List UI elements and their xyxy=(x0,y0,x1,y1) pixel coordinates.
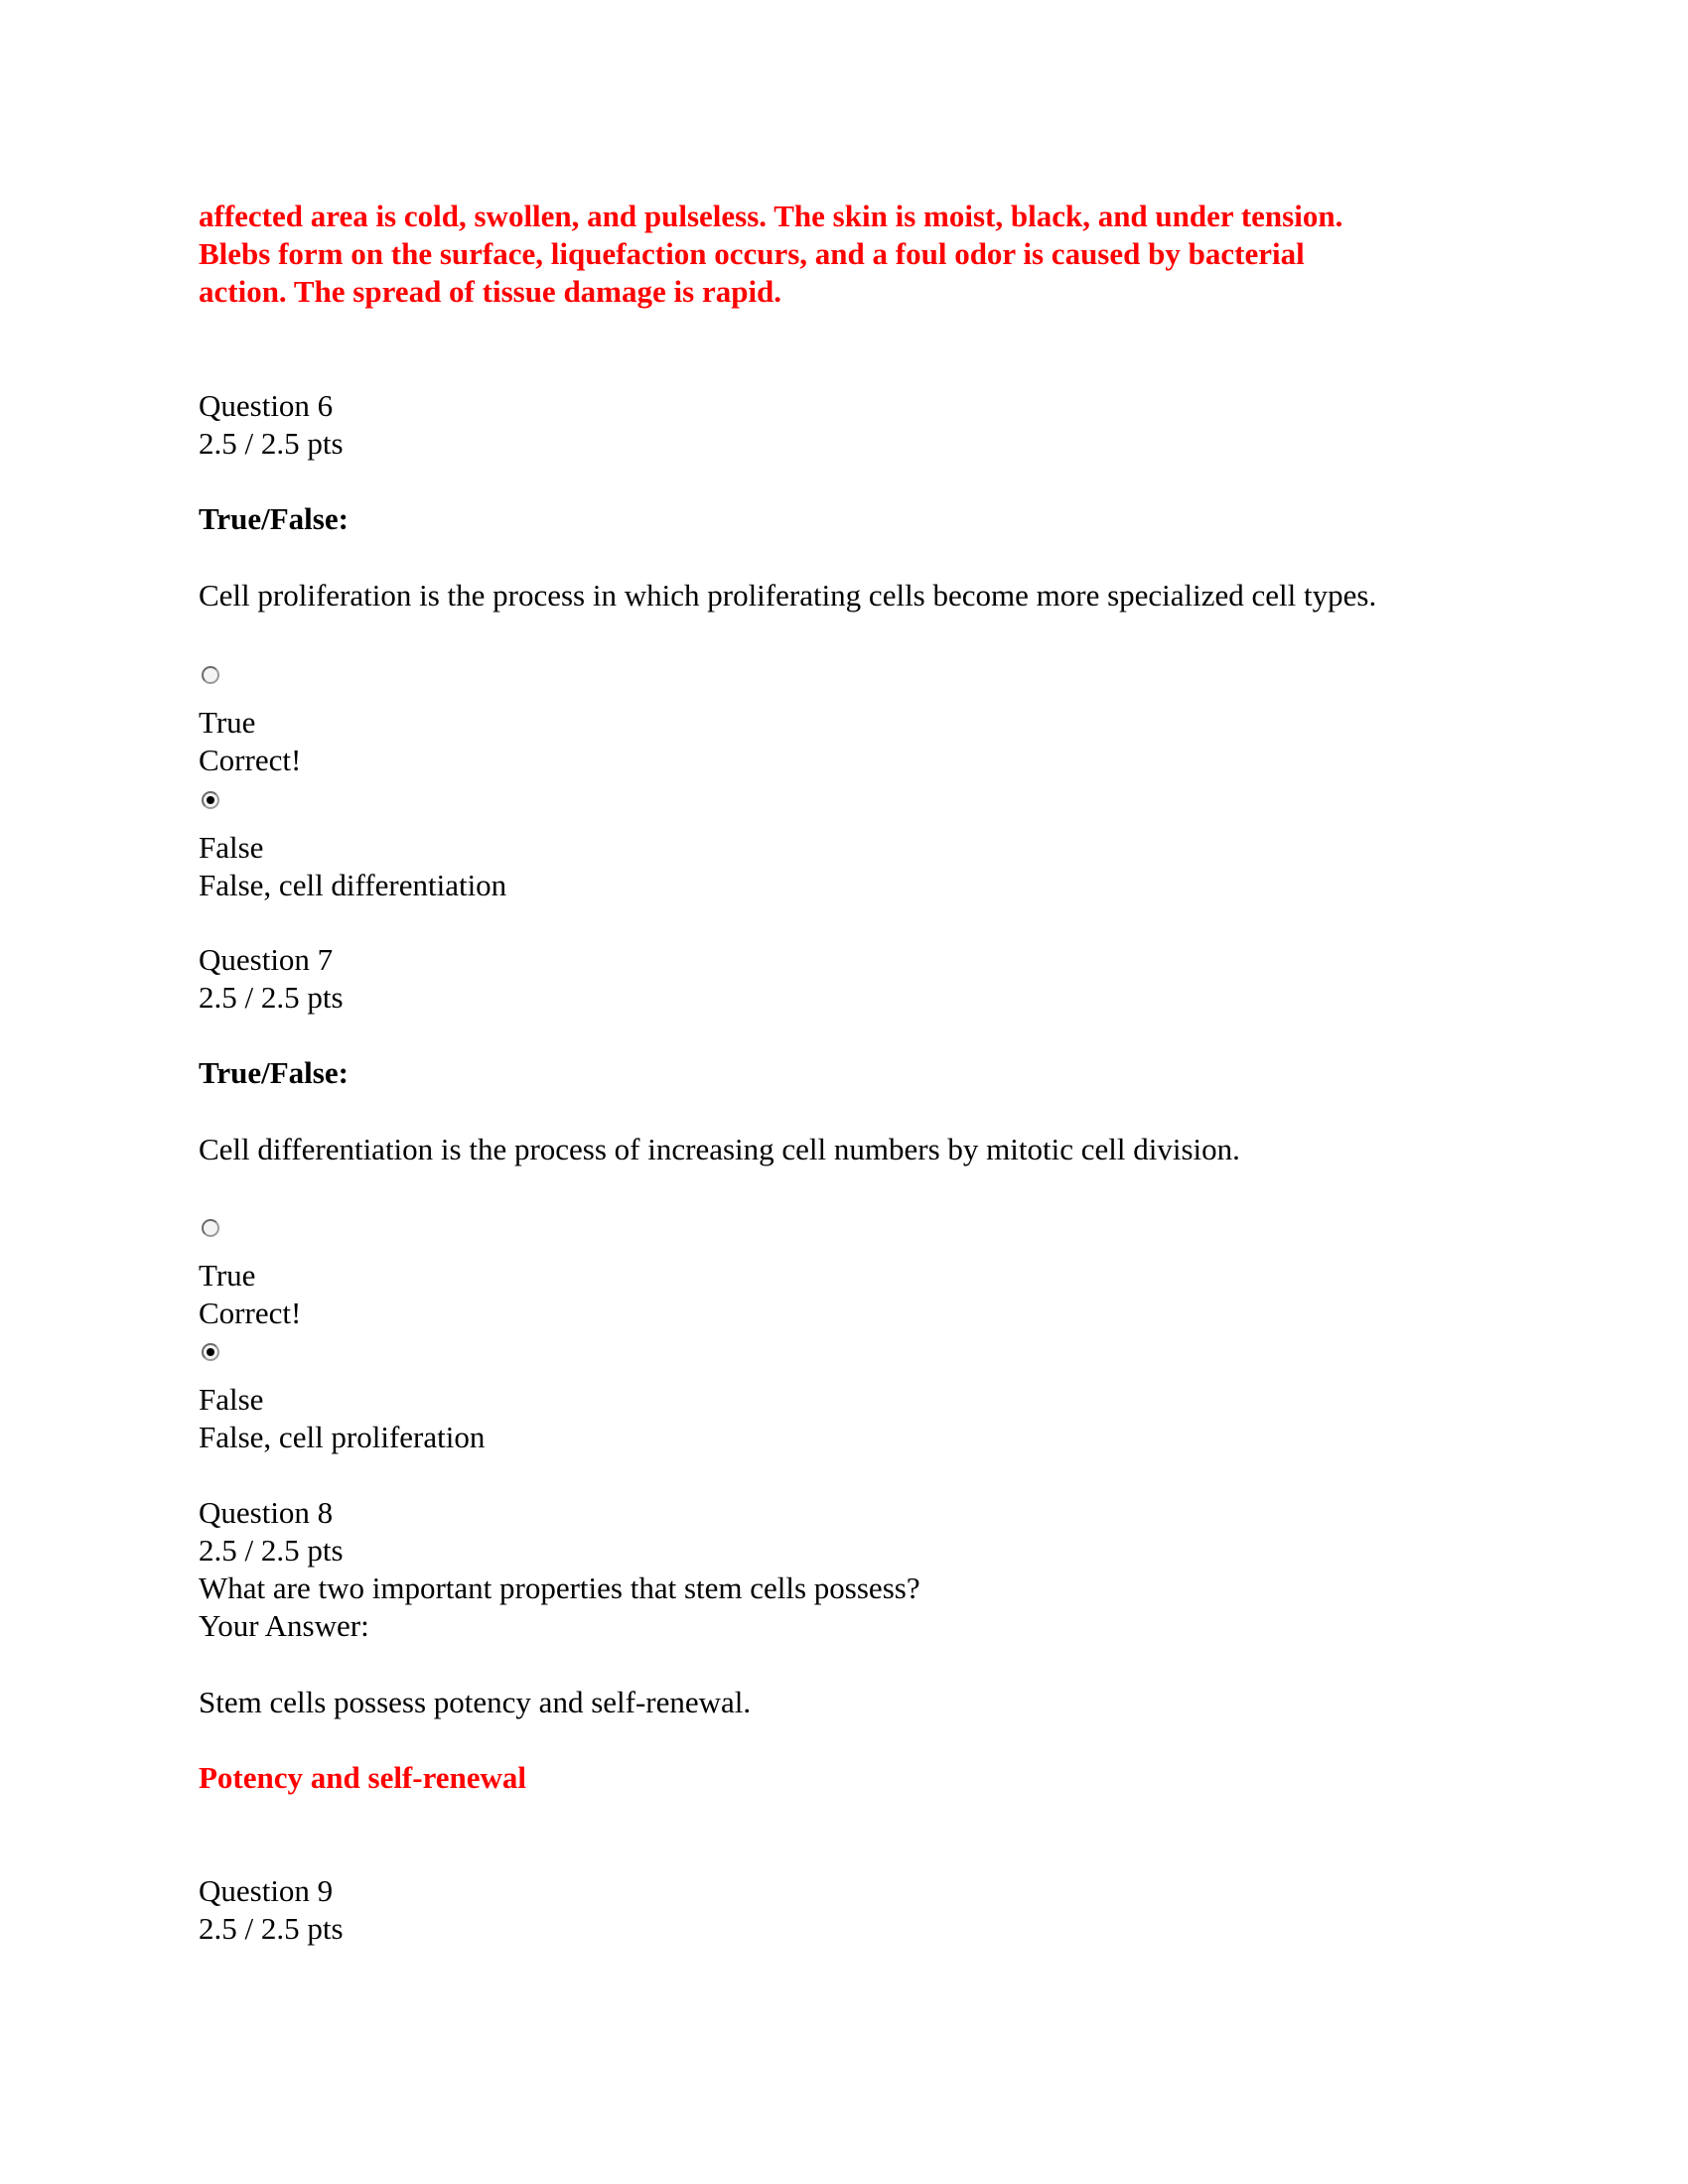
question-7-false-radio[interactable] xyxy=(202,1343,219,1361)
question-7-prompt: Cell differentiation is the process of increasing cell numbers by mitotic cell division. xyxy=(199,1132,1240,1166)
question-6-explanation: False, cell differentiation xyxy=(199,868,507,902)
question-7-true-radio[interactable] xyxy=(202,1219,219,1237)
question-8-title: Question 8 xyxy=(199,1495,334,1530)
question-6-correct-label: Correct! xyxy=(199,743,302,777)
question-7-false-label: False xyxy=(199,1382,264,1417)
question-6-true-radio[interactable] xyxy=(202,666,219,684)
question-8-prompt: What are two important properties that stem cells possess? xyxy=(199,1570,920,1605)
question-6-false-radio[interactable] xyxy=(202,791,219,809)
question-9-points: 2.5 / 2.5 pts xyxy=(199,1911,344,1946)
question-9-title: Question 9 xyxy=(199,1873,334,1908)
question-7-correct-label: Correct! xyxy=(199,1296,302,1330)
feedback-line-1: affected area is cold, swollen, and pulseless. The skin is moist, black, and under tension. xyxy=(199,199,1343,233)
question-6-true-label: True xyxy=(199,705,256,740)
question-6-type: True/False: xyxy=(199,501,349,536)
question-6-points: 2.5 / 2.5 pts xyxy=(199,426,344,461)
question-7-title: Question 7 xyxy=(199,942,334,977)
question-8-your-answer-label: Your Answer: xyxy=(199,1608,369,1643)
question-7-points: 2.5 / 2.5 pts xyxy=(199,980,344,1015)
question-6-title: Question 6 xyxy=(199,388,334,423)
question-8-feedback: Potency and self-renewal xyxy=(199,1760,527,1795)
question-7-type: True/False: xyxy=(199,1055,349,1090)
feedback-line-2: Blebs form on the surface, liquefaction occurs, and a foul odor is caused by bacterial xyxy=(199,236,1305,271)
question-6-prompt: Cell proliferation is the process in which proliferating cells become more specialized cell types. xyxy=(199,578,1377,613)
question-8-points: 2.5 / 2.5 pts xyxy=(199,1533,344,1568)
question-6-false-label: False xyxy=(199,830,264,865)
feedback-line-3: action. The spread of tissue damage is rapid. xyxy=(199,274,782,309)
question-7-true-label: True xyxy=(199,1258,256,1293)
question-8-answer: Stem cells possess potency and self-renewal. xyxy=(199,1685,752,1719)
question-7-explanation: False, cell proliferation xyxy=(199,1420,486,1454)
